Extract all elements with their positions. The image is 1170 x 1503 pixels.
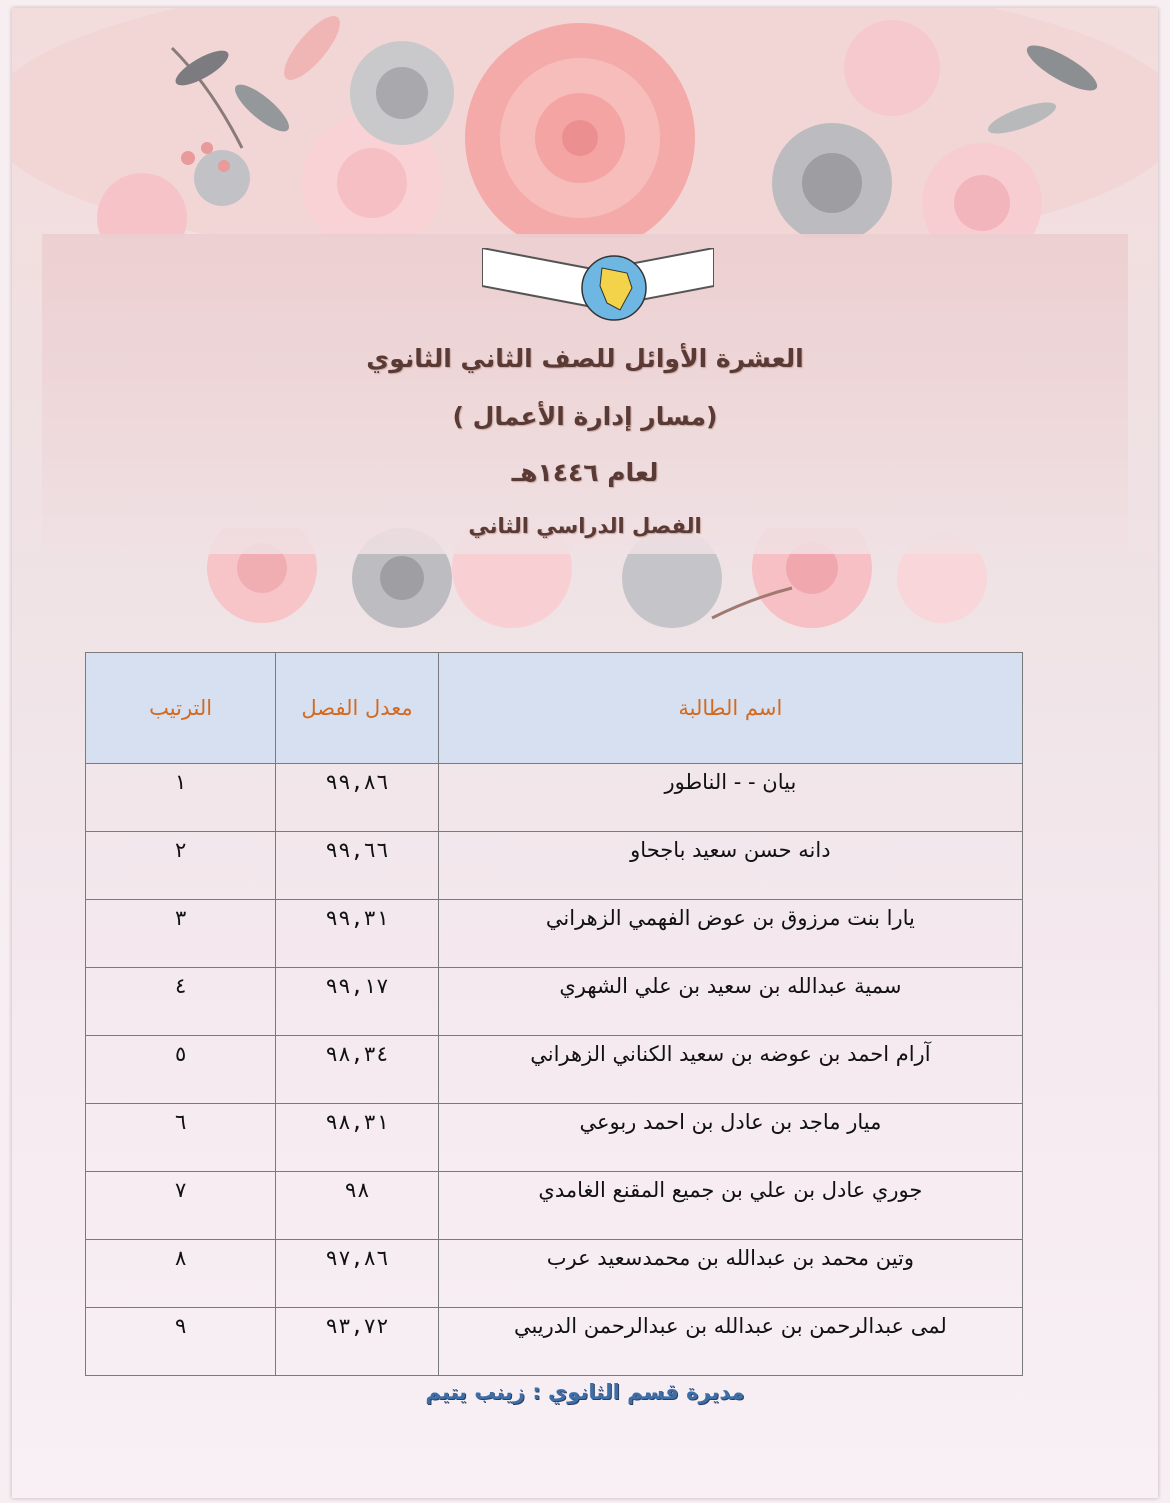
student-name: سمية عبدالله بن سعيد بن علي الشهري	[438, 968, 1022, 1036]
student-rank: ٧	[86, 1172, 276, 1240]
student-rank: ٩	[86, 1308, 276, 1376]
top-students-table	[85, 652, 1023, 1376]
student-rank: ٦	[86, 1104, 276, 1172]
col-header-name: اسم الطالبة	[438, 653, 1022, 764]
student-rank: ٤	[86, 968, 276, 1036]
student-rank: ٢	[86, 832, 276, 900]
col-header-average: معدل الفصل	[276, 653, 438, 764]
school-logo	[482, 248, 714, 328]
page-title: العشرة الأوائل للصف الثاني الثانوي	[366, 344, 804, 373]
semester-label: الفصل الدراسي الثاني	[468, 514, 702, 538]
student-average: ٩٩,٦٦	[276, 832, 438, 900]
student-average: ٩٣,٧٢	[276, 1308, 438, 1376]
col-header-rank: الترتيب	[86, 653, 276, 764]
table-row	[86, 900, 1023, 968]
student-average: ٩٩,١٧	[276, 968, 438, 1036]
flower-decoration-top	[12, 8, 1158, 238]
table-row	[86, 1240, 1023, 1308]
table-row	[86, 764, 1023, 832]
student-rank: ٨	[86, 1240, 276, 1308]
table-row	[86, 1172, 1023, 1240]
table-row	[86, 1104, 1023, 1172]
student-rank: ٥	[86, 1036, 276, 1104]
student-average: ٩٧,٨٦	[276, 1240, 438, 1308]
student-average: ٩٩,٣١	[276, 900, 438, 968]
principal-signature: مديرة قسم الثانوي : زينب يتيم	[425, 1380, 745, 1404]
table-row	[86, 832, 1023, 900]
student-name: ميار ماجد بن عادل بن احمد ربوعي	[438, 1104, 1022, 1172]
table-row	[86, 968, 1023, 1036]
student-name: لمى عبدالرحمن بن عبدالله بن عبدالرحمن الدريبي	[438, 1308, 1022, 1376]
student-average: ٩٨,٣١	[276, 1104, 438, 1172]
table-row	[86, 1308, 1023, 1376]
student-name: يارا بنت مرزوق بن عوض الفهمي الزهراني	[438, 900, 1022, 968]
student-average: ٩٨,٣٤	[276, 1036, 438, 1104]
student-average: ٩٨	[276, 1172, 438, 1240]
student-rank: ٣	[86, 900, 276, 968]
academic-year: لعام ١٤٤٦هـ	[511, 458, 659, 487]
student-name: دانه حسن سعيد باجحاو	[438, 832, 1022, 900]
certificate-page	[12, 8, 1158, 1498]
table-header-row	[86, 653, 1023, 764]
student-name: وتين محمد بن عبدالله بن محمدسعيد عرب	[438, 1240, 1022, 1308]
student-average: ٩٩,٨٦	[276, 764, 438, 832]
track-subtitle: (مسار إدارة الأعمال )	[452, 402, 718, 431]
student-name: جوري عادل بن علي بن جميع المقنع الغامدي	[438, 1172, 1022, 1240]
student-name: آرام احمد بن عوضه بن سعيد الكناني الزهراني	[438, 1036, 1022, 1104]
student-rank: ١	[86, 764, 276, 832]
student-name: بيان - - الناطور	[438, 764, 1022, 832]
table-row	[86, 1036, 1023, 1104]
